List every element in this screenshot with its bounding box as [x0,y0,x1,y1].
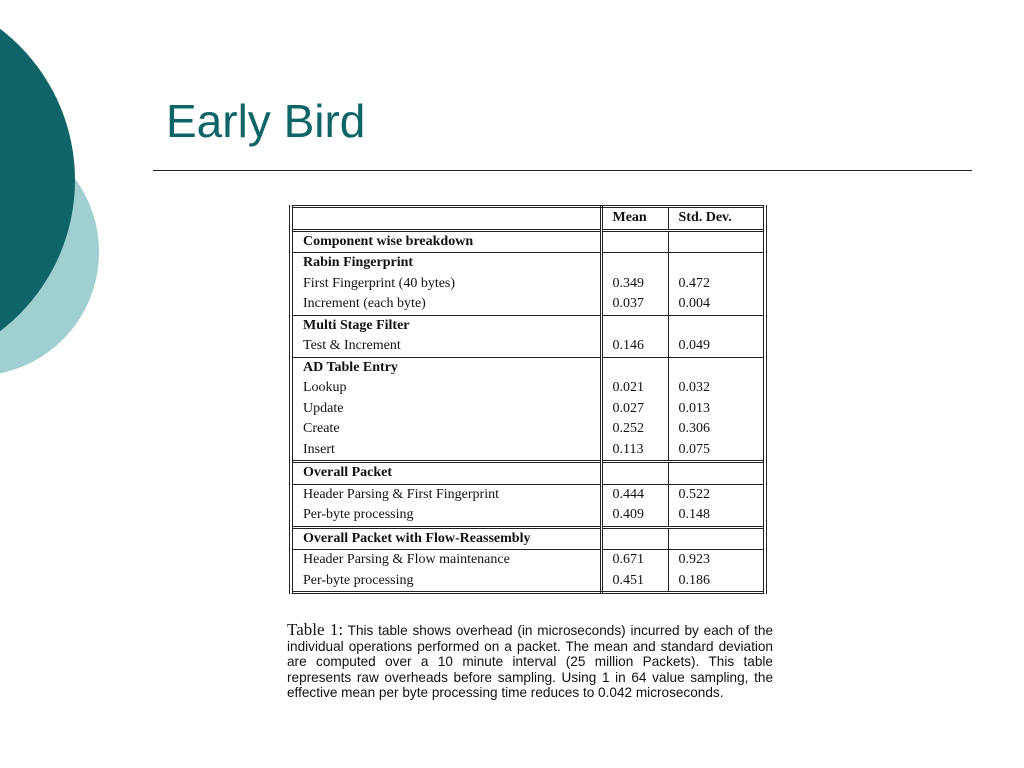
table-row [291,274,765,295]
row-mean: 0.027 [601,399,668,420]
row-mean: 0.409 [601,505,668,527]
section-title: Component wise breakdown [291,230,601,253]
row-mean: 0.451 [601,571,668,593]
header-label-cell [291,207,601,231]
row-label: Header Parsing & First Fingerprint [291,484,601,505]
table-row [291,484,765,505]
overhead-table-figure [289,205,763,594]
row-mean: 0.671 [601,550,668,571]
table-row [291,571,765,593]
row-label: Header Parsing & Flow maintenance [291,550,601,571]
title-divider [153,170,972,171]
group-title: Rabin Fingerprint [291,253,601,274]
slide-title: Early Bird [166,95,366,147]
row-std: 0.148 [668,505,765,527]
row-mean: 0.146 [601,336,668,357]
row-mean: 0.113 [601,440,668,462]
row-label: Increment (each byte) [291,294,601,315]
caption-text: This table shows overhead (in microseconds) incurred by each of the individual operations performed on a packet. The mean and standard deviation are computed over a 10 minute interval (25 million Packets). This table represents raw overheads before sampling. Using 1 in 64 value sampling, the effective mean per byte processing time reduces to 0.042 microseconds. [287,623,774,700]
group-multi-stage-filter [291,315,765,336]
group-title: Multi Stage Filter [291,315,601,336]
decorative-circles [0,0,160,420]
row-label: Per-byte processing [291,571,601,593]
table-row [291,378,765,399]
row-std: 0.004 [668,294,765,315]
row-mean: 0.037 [601,294,668,315]
table-row [291,440,765,462]
section-title: Overall Packet with Flow-Reassembly [291,527,601,550]
row-mean: 0.252 [601,419,668,440]
row-label: Test & Increment [291,336,601,357]
row-label: Lookup [291,378,601,399]
table-row [291,419,765,440]
row-label: Create [291,419,601,440]
row-std: 0.522 [668,484,765,505]
table-row [291,505,765,527]
overhead-table [289,205,767,594]
section-overall-packet-flow-reassembly [291,527,765,550]
row-std: 0.306 [668,419,765,440]
row-std: 0.472 [668,274,765,295]
section-component-breakdown [291,230,765,253]
row-label: First Fingerprint (40 bytes) [291,274,601,295]
caption-label: Table 1: [287,620,344,639]
header-mean: Mean [601,207,668,231]
table-caption [287,622,773,701]
table-row [291,550,765,571]
row-std: 0.013 [668,399,765,420]
row-std: 0.186 [668,571,765,593]
row-mean: 0.444 [601,484,668,505]
section-title: Overall Packet [291,462,601,485]
header-std-dev: Std. Dev. [668,207,765,231]
group-rabin-fingerprint [291,253,765,274]
row-mean: 0.349 [601,274,668,295]
row-std: 0.032 [668,378,765,399]
row-label: Insert [291,440,601,462]
row-label: Per-byte processing [291,505,601,527]
row-std: 0.049 [668,336,765,357]
row-label: Update [291,399,601,420]
row-std: 0.923 [668,550,765,571]
table-header-row [291,207,765,231]
row-mean: 0.021 [601,378,668,399]
table-row [291,336,765,357]
table-row [291,399,765,420]
group-title: AD Table Entry [291,357,601,378]
table-row [291,294,765,315]
group-ad-table-entry [291,357,765,378]
row-std: 0.075 [668,440,765,462]
section-overall-packet [291,462,765,485]
